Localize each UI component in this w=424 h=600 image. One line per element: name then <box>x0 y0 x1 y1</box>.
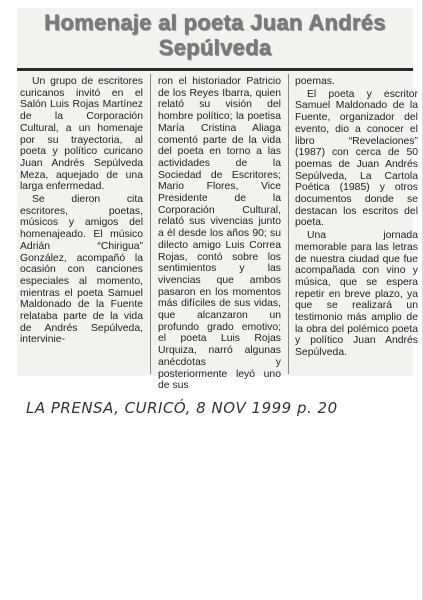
paragraph: poemas. <box>295 76 335 87</box>
article-column-1 <box>20 76 143 346</box>
column-divider <box>150 74 151 374</box>
newspaper-clipping <box>17 8 418 392</box>
column-divider <box>288 74 289 374</box>
handwritten-source-note: LA PRENSA, CURICÓ, 8 NOV 1999 p. 20 <box>26 399 338 417</box>
paragraph: El poeta y escritor Samuel Maldonado de la Fuente, organizador del evento, dio a conocer el libro “Revelaciones” (1987) con cerca de 50 poemas de Juan Andrés Sepúlveda, La Cartola Poética (1985) y otros documentos donde se destacan los escritos del poeta. <box>295 88 418 229</box>
article-headline: Homenaje al poeta Juan Andrés Sepúlveda <box>44 10 386 60</box>
paragraph: Se dieron cita escritores, poetas, músicos y amigos del homenajeado. El músico Adrián “Chirigua” González, acompañó la ocasión con canciones especiales al momento, mientras el poeta Samuel Maldonado de la Fuente relataba parte de la vida de Andrés Sepúlveda, intervinie- <box>20 194 143 346</box>
article-column-3 <box>295 76 418 359</box>
article-column-2 <box>158 76 281 392</box>
paragraph: Una jornada memorable para las letras de nuestra ciudad que fue acompañada con vino y música, que se espera repetir en breve plazo, ya que se realizará un testimonio más amplio de la obra del polémico poeta y político Juan Andrés Sepúlveda. <box>295 230 418 359</box>
paragraph: Un grupo de escritores curicanos invitó en el Salón Luis Rojas Martínez de la Corporación Cultural, a un homenaje por su trayectoria, al poeta y político curicano Juan Andrés Sepúlveda Meza, aquejado de una larga enfermedad. <box>20 76 143 193</box>
paragraph: ron el historiador Patricio de los Reyes Ibarra, quien relató su visión del hombre político; la poetisa María Cristina Aliaga comentó parte de la vida del poeta en torno a las actividades de la Sociedad de Escritores; Mario Flores, Vice Presidente de la Corporación Cultural, relató sus vivencias junto a él desde los años 90; su dilecto amigo Luis Correa Rojas, contó sobre los sentimientos y las vivencias que ambos pasaron en los momentos más difíciles de sus vidas, que alcanzaron un profundo grado emotivo; el poeta Luis Rojas Urquiza, narró algunas anécdotas y posteriormente leyó uno de sus <box>158 76 281 392</box>
headline-rule <box>17 68 413 71</box>
